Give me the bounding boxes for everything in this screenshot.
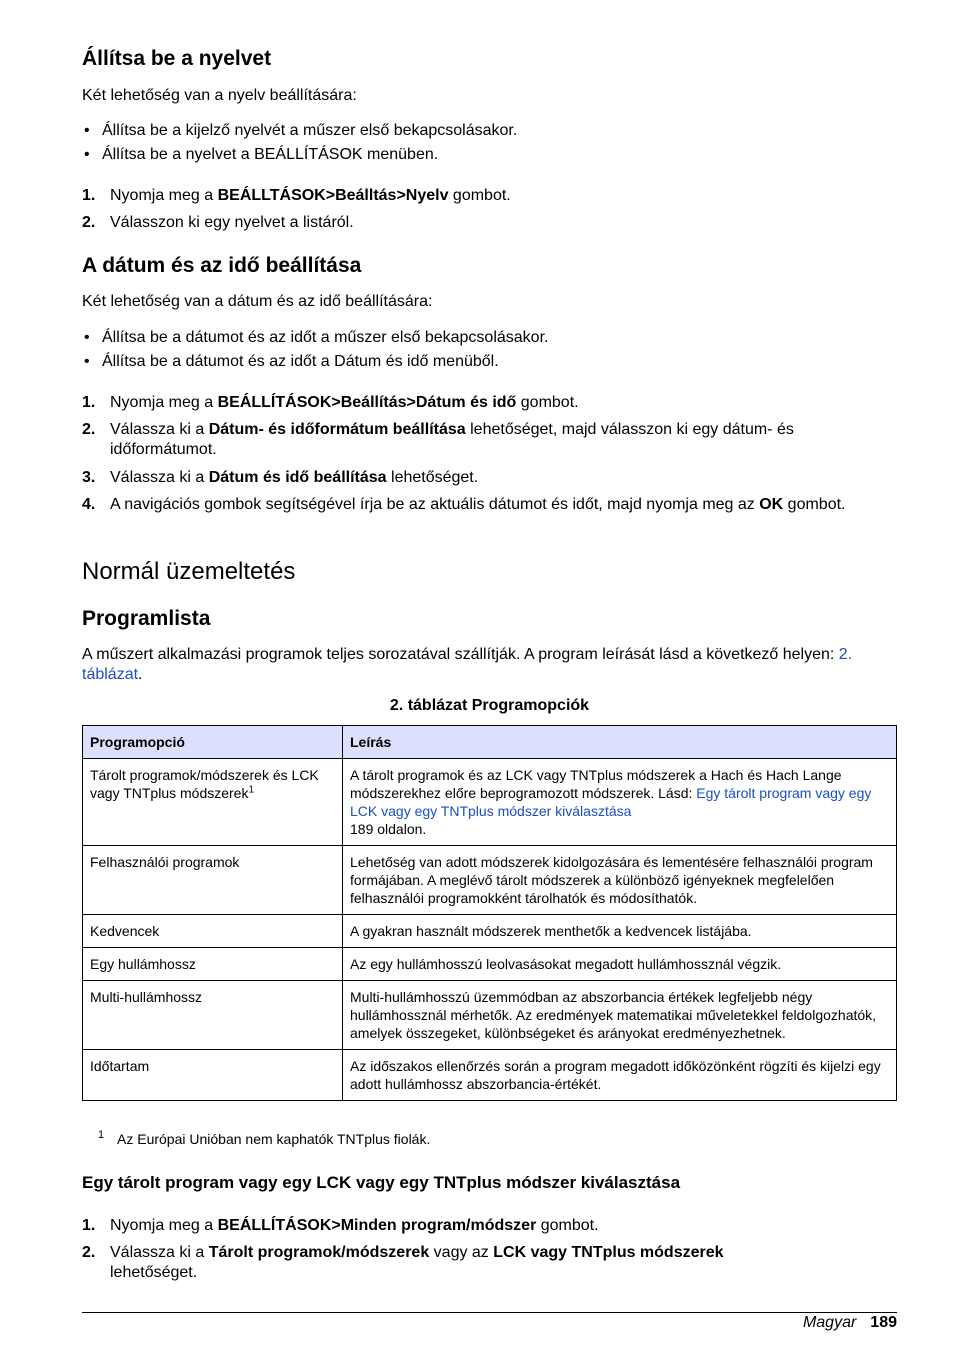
footer-rule — [82, 1312, 897, 1313]
page-number: 189 — [870, 1314, 897, 1331]
table-cell: Tárolt programok/módszerek és LCK vagy TNTplus módszerek$^1$ — [83, 759, 343, 846]
table-row — [83, 846, 897, 915]
section-heading-programlist: Programlista — [82, 607, 211, 630]
table-cell: Multi-hullámhosszú üzemmódban az abszorbancia értékek legfeljebb négy hullámhossznál mérhetők. Az eredmények matematikai műveletekkel feldolgozhatók, amelyek összegeket, különbségeket és arányokat eredményezhetnek. — [343, 981, 897, 1050]
section-intro-programlist: A műszert alkalmazási programok teljes sorozatával szállítják. A program leírását lásd a következő helyen: 2. táblázat. — [82, 646, 853, 683]
table-reference-link[interactable]: 2. táblázat — [82, 646, 853, 683]
table-cell: Időtartam — [83, 1050, 343, 1101]
table-cell: Egy hullámhossz — [83, 948, 343, 981]
table-cell: Multi-hullámhossz — [83, 981, 343, 1050]
table-cell: Lehetőség van adott módszerek kidolgozására és lementésére felhasználói program formájában. A meglévő tárolt módszerek a különböző igényeknek megfelelően felhasználói programokként tárolhatók és módosíthatók. — [343, 846, 897, 915]
table-cell: Felhasználói programok — [83, 846, 343, 915]
column-header: Programopció — [83, 726, 343, 759]
table-header-row — [83, 726, 897, 759]
table-cell: A tárolt programok és az LCK vagy TNTplus módszerek a Hach és Hach Lange módszerekhez előre beprogramozott módszerek. Lásd: Egy tárolt program vagy egy LCK vagy egy TNTplus módszer kiválasztása 189 oldalon. — [343, 759, 897, 846]
table-cell: Az időszakos ellenőrzés során a program megadott időközönként rögzíti és kijelzi egy adott hullámhossz abszorbancia-értékét. — [343, 1050, 897, 1101]
table-row — [83, 981, 897, 1050]
table-row — [83, 1050, 897, 1101]
section-heading-language: Állítsa be a nyelvet — [82, 47, 272, 70]
cross-reference-link[interactable]: Egy tárolt program vagy egy LCK vagy egy TNTplus módszer kiválasztása — [350, 785, 872, 819]
table-cell: Az egy hullámhosszú leolvasásokat megadott hullámhossznál végzik. — [343, 948, 897, 981]
table-row — [83, 759, 897, 846]
column-header: Leírás — [343, 726, 897, 759]
chapter-title: Normál üzemeltetés — [82, 558, 296, 585]
footnote-ref: 1 — [248, 784, 255, 796]
table-cell: A gyakran használt módszerek menthetők a kedvencek listájába. — [343, 915, 897, 948]
section-intro-language: Két lehetőség van a nyelv beállítására: — [82, 87, 357, 104]
section-intro-datetime: Két lehetőség van a dátum és az idő beállítására: — [82, 293, 433, 310]
footer-language: Magyar — [802, 1314, 857, 1331]
page-footer — [803, 1314, 897, 1332]
section-heading-select-program: Egy tárolt program vagy egy LCK vagy egy TNTplus módszer kiválasztása — [82, 1173, 681, 1192]
table-caption: 2. táblázat Programopciók — [389, 697, 590, 714]
table-row — [83, 948, 897, 981]
section-heading-datetime: A dátum és az idő beállítása — [82, 254, 362, 277]
table-row — [83, 915, 897, 948]
program-options-table — [82, 725, 897, 1101]
table-cell: Kedvencek — [83, 915, 343, 948]
